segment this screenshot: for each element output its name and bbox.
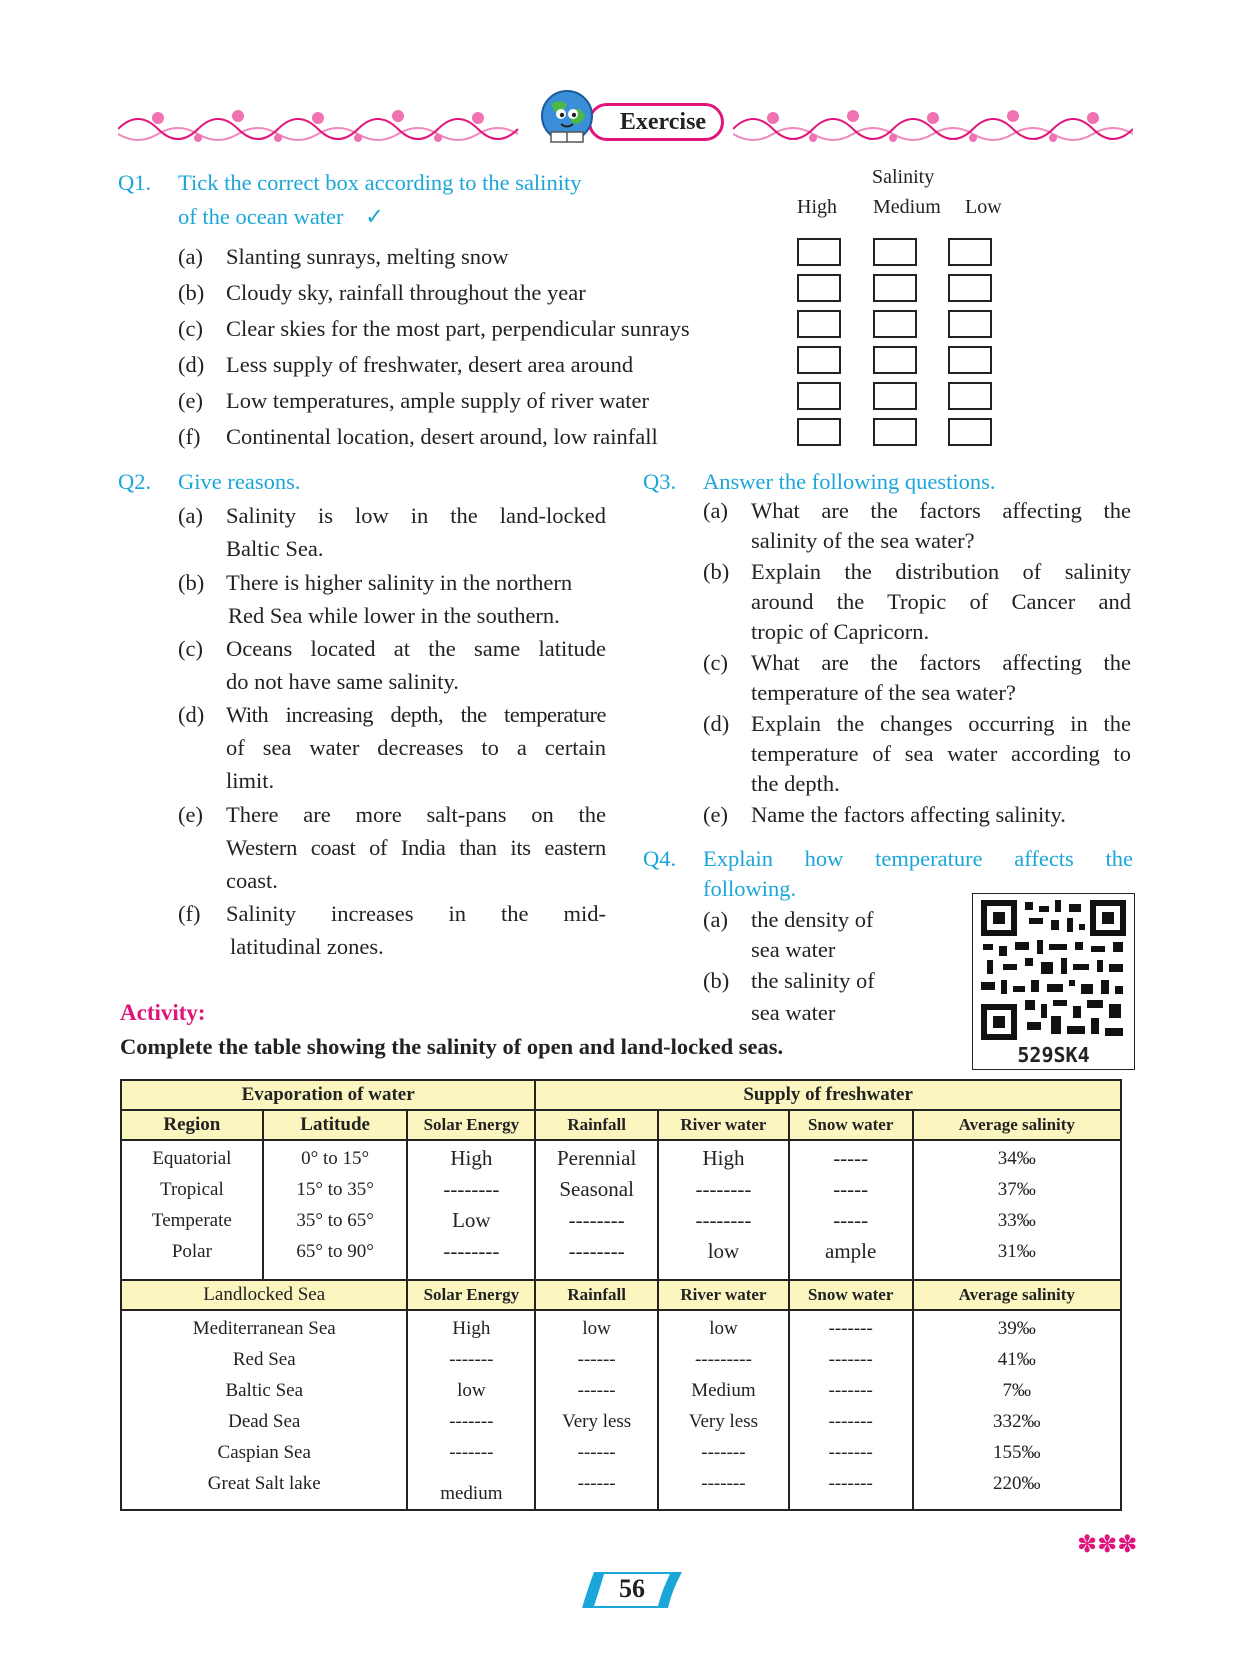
sea-river-column — [658, 1310, 789, 1510]
q3-a-letter: (a) — [703, 498, 728, 523]
header-average-salinity: Average salinity — [913, 1110, 1121, 1140]
q3-c-line1: What are the factors affecting the — [751, 650, 1131, 675]
sea-snow-great-salt-lake: ------- — [828, 1473, 873, 1494]
snow-equatorial: ----- — [833, 1146, 869, 1170]
region-polar: Polar — [171, 1241, 212, 1262]
header-landlocked-sea: Landlocked Sea — [121, 1280, 407, 1310]
sea-dead: Dead Sea — [228, 1411, 301, 1432]
sea-solar-caspian: ------- — [449, 1442, 494, 1463]
sea-solar-great-salt-lake: medium — [440, 1483, 503, 1504]
group-header-row — [121, 1080, 1121, 1110]
header-snow-water: Snow water — [789, 1110, 913, 1140]
q2-b-line2: Red Sea while lower in the southern. — [228, 603, 560, 628]
q3-number: Q3. — [643, 469, 677, 494]
q1-item-f-letter: (f) — [178, 424, 201, 449]
col-low-label: Low — [965, 196, 1002, 218]
checkbox-a-medium[interactable] — [873, 238, 917, 266]
q3-d-line3: the depth. — [751, 771, 840, 796]
group-freshwater: Supply of freshwater — [535, 1080, 1121, 1110]
solar-polar: -------- — [443, 1239, 500, 1263]
salinity-tropical: 37‰ — [997, 1179, 1036, 1200]
sea-solar-column — [407, 1310, 535, 1510]
sea-river-dead: Very less — [688, 1411, 758, 1432]
snow-column — [789, 1140, 913, 1280]
q2-a-letter: (a) — [178, 503, 203, 528]
snow-polar: ample — [825, 1239, 877, 1263]
checkbox-e-low[interactable] — [948, 382, 992, 410]
q2-number: Q2. — [118, 469, 152, 494]
q2-d-letter: (d) — [178, 702, 205, 727]
q3-d-line2: temperature of sea water according to — [751, 741, 1131, 766]
q2-d-line2: of sea water decreases to a certain — [226, 735, 606, 760]
q2-c-letter: (c) — [178, 636, 203, 661]
checkbox-f-medium[interactable] — [873, 418, 917, 446]
col-medium-label: Medium — [873, 196, 941, 218]
checkbox-e-medium[interactable] — [873, 382, 917, 410]
header-river-water: River water — [658, 1110, 789, 1140]
river-column — [658, 1140, 789, 1280]
globe-mascot-icon — [537, 88, 597, 148]
q4-a-line1: the density of — [751, 907, 874, 932]
q2-e-line2: Western coast of India than its eastern — [226, 835, 606, 860]
checkbox-b-medium[interactable] — [873, 274, 917, 302]
checkbox-f-low[interactable] — [948, 418, 992, 446]
q2-f-line1: Salinity increases in the mid- — [226, 901, 606, 926]
checkbox-a-high[interactable] — [797, 238, 841, 266]
region-temperate: Temperate — [151, 1210, 232, 1231]
qr-code-label: 529SK4 — [1017, 1043, 1090, 1067]
q3-a-line2: salinity of the sea water? — [751, 528, 975, 553]
landlocked-rows — [121, 1310, 1121, 1510]
q4-prompt-line2: following. — [703, 876, 797, 901]
q1-item-d-text: Less supply of freshwater, desert area around — [226, 352, 634, 377]
latitude-temperate: 35° to 65° — [296, 1210, 374, 1231]
latitudes-column — [263, 1140, 408, 1280]
latitude-equatorial: 0° to 15° — [301, 1148, 370, 1169]
sea-rainfall-mediterranean: low — [582, 1318, 611, 1339]
sea-snow-column — [789, 1310, 913, 1510]
sea-snow-dead: ------- — [828, 1411, 873, 1432]
river-tropical: -------- — [695, 1177, 752, 1201]
sea-red: Red Sea — [232, 1349, 296, 1370]
checkbox-c-low[interactable] — [948, 310, 992, 338]
regions-column — [121, 1140, 263, 1280]
river-temperate: -------- — [695, 1208, 752, 1232]
solar-column — [407, 1140, 535, 1280]
tick-icon: ✓ — [365, 204, 385, 229]
sea-salinity-column — [913, 1310, 1121, 1510]
q4-number: Q4. — [643, 846, 677, 871]
q3-title: Answer the following questions. — [703, 469, 996, 494]
salinity-polar: 31‰ — [997, 1241, 1036, 1262]
header-latitude: Latitude — [263, 1110, 408, 1140]
solar-equatorial: High — [450, 1146, 493, 1170]
header-solar-energy: Solar Energy — [407, 1110, 535, 1140]
header2-solar-energy: Solar Energy — [407, 1280, 535, 1310]
header2-rainfall: Rainfall — [535, 1280, 658, 1310]
q2-d-line3: limit. — [226, 768, 275, 793]
checkbox-a-low[interactable] — [948, 238, 992, 266]
sea-snow-red: ------- — [828, 1349, 873, 1370]
q2-e-line3: coast. — [226, 868, 278, 893]
q3-b-letter: (b) — [703, 559, 730, 584]
salinity-label: Salinity — [872, 166, 935, 188]
river-polar: low — [707, 1239, 740, 1263]
q3-d-letter: (d) — [703, 711, 730, 736]
region-tropical: Tropical — [160, 1179, 224, 1200]
sea-salinity-mediterranean: 39‰ — [997, 1318, 1036, 1339]
q1-item-b-letter: (b) — [178, 280, 205, 305]
sea-snow-caspian: ------- — [828, 1442, 873, 1463]
header2-average-salinity: Average salinity — [913, 1280, 1121, 1310]
snow-tropical: ----- — [833, 1177, 869, 1201]
q2-e-letter: (e) — [178, 802, 203, 827]
rainfall-column — [535, 1140, 658, 1280]
sea-rainfall-red: ------ — [577, 1349, 616, 1370]
solar-temperate: Low — [452, 1208, 491, 1232]
group-evaporation: Evaporation of water — [121, 1080, 535, 1110]
q2-b-line1: There is higher salinity in the northern — [226, 570, 573, 595]
sea-solar-baltic: low — [457, 1380, 486, 1401]
landlocked-header-row — [121, 1280, 1121, 1310]
q3-d-line1: Explain the changes occurring in the — [751, 711, 1131, 736]
sea-great-salt-lake: Great Salt lake — [207, 1473, 321, 1494]
sea-solar-mediterranean: High — [452, 1318, 491, 1339]
salinity-column — [913, 1140, 1121, 1280]
q2-c-line2: do not have same salinity. — [226, 669, 459, 694]
sea-salinity-red: 41‰ — [997, 1349, 1036, 1370]
rainfall-tropical: Seasonal — [559, 1177, 634, 1201]
sea-rainfall-baltic: ------ — [577, 1380, 616, 1401]
sea-baltic: Baltic Sea — [225, 1380, 304, 1401]
q3-c-letter: (c) — [703, 650, 728, 675]
checkbox-b-low[interactable] — [948, 274, 992, 302]
sea-salinity-baltic: 7‰ — [1002, 1380, 1032, 1401]
q4-a-letter: (a) — [703, 907, 728, 932]
q2-e-line1: There are more salt-pans on the — [226, 802, 606, 827]
sea-caspian: Caspian Sea — [217, 1442, 311, 1463]
q1-item-e-text: Low temperatures, ample supply of river water — [226, 388, 649, 413]
header-region: Region — [121, 1110, 263, 1140]
qr-code[interactable] — [972, 893, 1135, 1070]
sea-salinity-caspian: 155‰ — [993, 1442, 1041, 1463]
q4-prompt-line1: Explain how temperature affects the — [703, 846, 1133, 871]
q4-a-line2: sea water — [751, 937, 836, 962]
q3-a-line1: What are the factors affecting the — [751, 498, 1131, 523]
q1-prompt-line2 — [178, 202, 384, 232]
rainfall-temperate: -------- — [568, 1208, 625, 1232]
sea-rainfall-caspian: ------ — [577, 1442, 616, 1463]
checkbox-d-medium[interactable] — [873, 346, 917, 374]
salinity-equatorial: 34‰ — [997, 1148, 1036, 1169]
q1-item-c-text: Clear skies for the most part, perpendicular sunrays — [226, 316, 690, 341]
sea-river-baltic: Medium — [691, 1380, 756, 1401]
sea-snow-mediterranean: ------- — [828, 1318, 873, 1339]
sea-solar-red: ------- — [449, 1349, 494, 1370]
checkbox-c-medium[interactable] — [873, 310, 917, 338]
header-rainfall: Rainfall — [535, 1110, 658, 1140]
salinity-table — [120, 1079, 1122, 1511]
region-equatorial: Equatorial — [152, 1148, 232, 1169]
sea-mediterranean: Mediterranean Sea — [192, 1318, 336, 1339]
q1-item-f-text: Continental location, desert around, low rainfall — [226, 424, 658, 449]
activity-instruction: Complete the table showing the salinity of open and land-locked seas. — [120, 1034, 784, 1059]
q3-e-line1: Name the factors affecting salinity. — [751, 802, 1066, 827]
q4-b-letter: (b) — [703, 968, 730, 993]
header2-river-water: River water — [658, 1280, 789, 1310]
exercise-title-badge — [588, 103, 724, 141]
qr-code-icon — [981, 900, 1126, 1040]
seas-column — [121, 1310, 407, 1510]
q2-b-letter: (b) — [178, 570, 205, 595]
rainfall-polar: -------- — [568, 1239, 625, 1263]
end-stars-icon: ✽✽✽ — [1077, 1530, 1138, 1558]
q3-c-line2: temperature of the sea water? — [751, 680, 1016, 705]
latitude-tropical: 15° to 35° — [296, 1179, 374, 1200]
q2-d-line1: With increasing depth, the temperature — [226, 702, 606, 727]
river-equatorial: High — [702, 1146, 745, 1170]
snow-temperate: ----- — [833, 1208, 869, 1232]
q2-c-line1: Oceans located at the same latitude — [226, 636, 606, 661]
q1-item-e-letter: (e) — [178, 388, 203, 413]
q1-prompt-text: of the ocean water — [178, 204, 344, 229]
q2-a-line2: Baltic Sea. — [226, 536, 324, 561]
q1-item-d-letter: (d) — [178, 352, 205, 377]
col-high-label: High — [797, 196, 837, 218]
checkbox-d-high[interactable] — [797, 346, 841, 374]
q1-item-a-text: Slanting sunrays, melting snow — [226, 244, 509, 269]
q1-item-c-letter: (c) — [178, 316, 203, 341]
sea-rainfall-great-salt-lake: ------ — [577, 1473, 616, 1494]
q3-b-line1: Explain the distribution of salinity — [751, 559, 1131, 584]
q3-e-letter: (e) — [703, 802, 728, 827]
sea-salinity-dead: 332‰ — [993, 1411, 1041, 1432]
checkbox-c-high[interactable] — [797, 310, 841, 338]
page-number-badge — [578, 1570, 686, 1610]
sea-solar-dead: ------- — [449, 1411, 494, 1432]
activity-label: Activity: — [120, 1000, 206, 1025]
q4-b-line2: sea water — [751, 1000, 836, 1025]
floral-border-left — [118, 104, 528, 146]
q2-title: Give reasons. — [178, 469, 301, 494]
solar-tropical: -------- — [443, 1177, 500, 1201]
q1-number: Q1. — [118, 170, 152, 195]
salinity-temperate: 33‰ — [997, 1210, 1036, 1231]
q1-item-b-text: Cloudy sky, rainfall throughout the year — [226, 280, 586, 305]
checkbox-d-low[interactable] — [948, 346, 992, 374]
sea-river-caspian: ------- — [701, 1442, 746, 1463]
rainfall-equatorial: Perennial — [556, 1146, 637, 1170]
sea-rainfall-dead: Very less — [562, 1411, 632, 1432]
q2-f-line2: latitudinal zones. — [230, 934, 384, 959]
floral-border-right — [733, 104, 1133, 146]
sea-river-red: --------- — [694, 1349, 752, 1370]
sea-river-great-salt-lake: ------- — [701, 1473, 746, 1494]
q2-a-line1: Salinity is low in the land-locked — [226, 503, 606, 528]
region-rows — [121, 1140, 1121, 1280]
q1-item-a-letter: (a) — [178, 244, 203, 269]
sea-rainfall-column — [535, 1310, 658, 1510]
exercise-title: Exercise — [619, 108, 707, 135]
q4-b-line1: the salinity of — [751, 968, 875, 993]
header2-snow-water: Snow water — [789, 1280, 913, 1310]
latitude-polar: 65° to 90° — [296, 1241, 374, 1262]
q2-f-letter: (f) — [178, 901, 201, 926]
page-number: 56 — [619, 1574, 645, 1603]
checkbox-b-high[interactable] — [797, 274, 841, 302]
q3-b-line2: around the Tropic of Cancer and — [751, 589, 1131, 614]
q3-b-line3: tropic of Capricorn. — [751, 619, 930, 644]
sea-river-mediterranean: low — [709, 1318, 738, 1339]
checkbox-f-high[interactable] — [797, 418, 841, 446]
sea-salinity-great-salt-lake: 220‰ — [993, 1473, 1041, 1494]
sea-snow-baltic: ------- — [828, 1380, 873, 1401]
column-header-row — [121, 1110, 1121, 1140]
checkbox-e-high[interactable] — [797, 382, 841, 410]
q1-prompt-line1: Tick the correct box according to the salinity — [178, 170, 582, 195]
